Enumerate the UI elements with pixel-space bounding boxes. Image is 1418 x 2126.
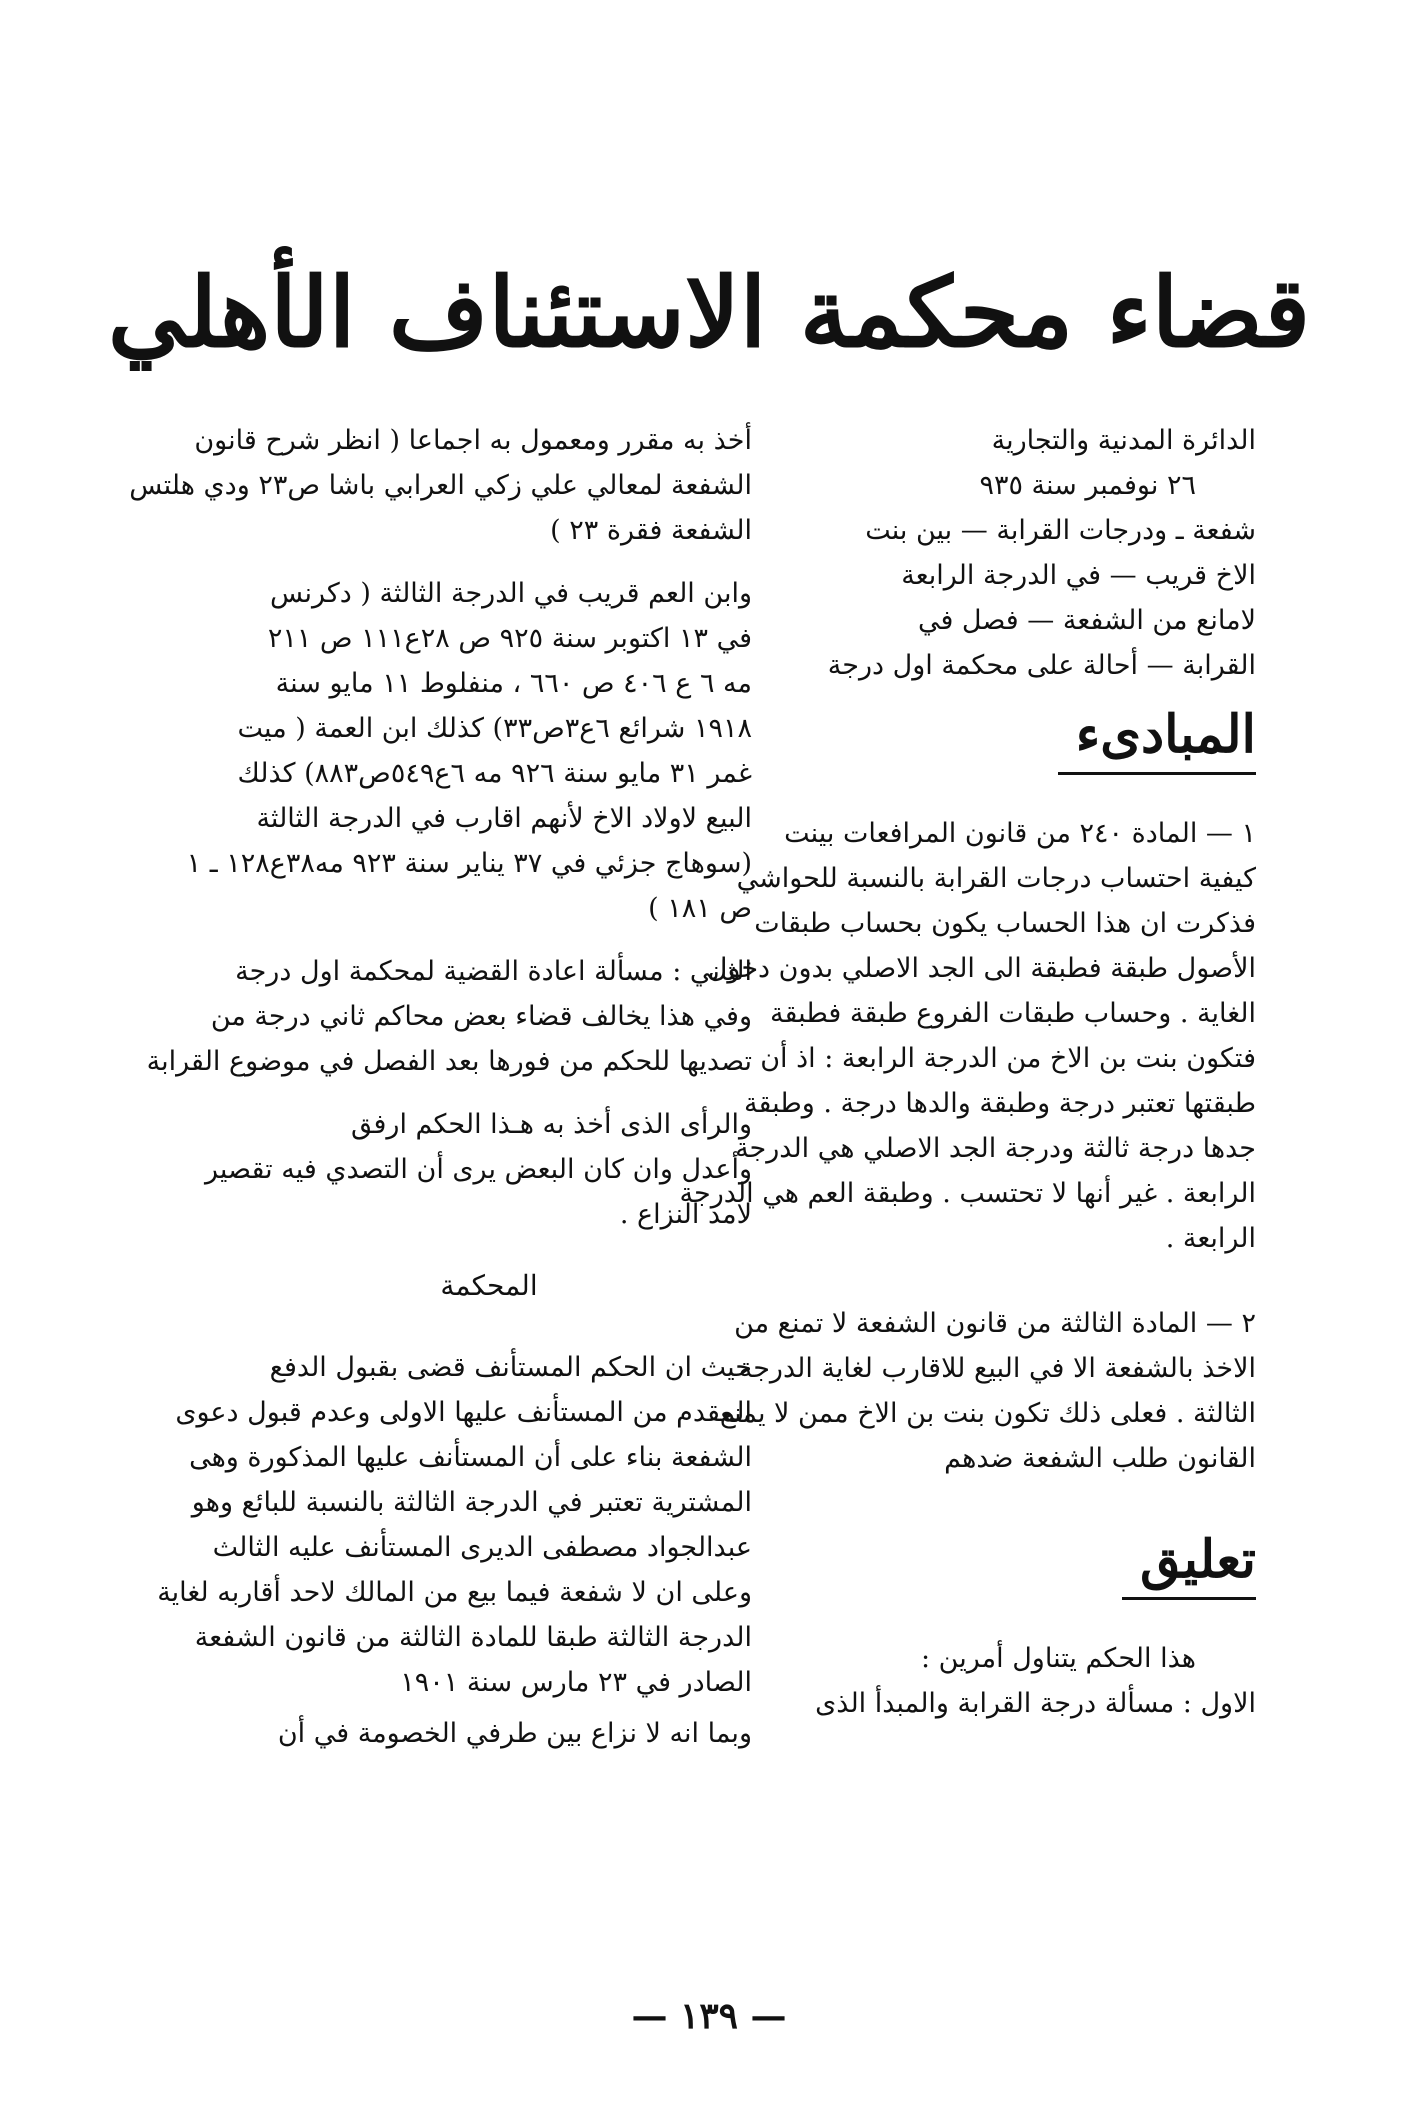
text-line: وابن العم قريب في الدرجة الثالثة ( دكرنس (270, 578, 752, 609)
paragraph-2 (186, 571, 752, 931)
text-line: الغاية . وحساب طبقات الفروع طبقة فطبقة (770, 998, 1256, 1029)
case-header (780, 418, 1256, 688)
text-line: في ١٣ اكتوبر سنة ٩٢٥ ص ٢٨ع١١١ ص ٢١١ (267, 623, 752, 654)
text-line: الشفعة لمعالي علي زكي العرابي باشا ص٢٣ ودي هلتس (129, 470, 752, 501)
principles-heading: المبادىء (1058, 704, 1256, 775)
header-line: شفعة ـ ودرجات القرابة — بين بنت (865, 515, 1256, 546)
paragraph-4 (205, 1102, 752, 1237)
text-line: الدرجة الثالثة طبقا للمادة الثالثة من قانون الشفعة (194, 1622, 752, 1653)
paragraph-5 (157, 1345, 752, 1705)
header-line: لامانع من الشفعة — فصل في (917, 605, 1256, 636)
text-line: لامد النزاع . (619, 1199, 752, 1230)
commentary-heading: تعليق (1122, 1529, 1256, 1600)
text-line: الاول : مسألة درجة القرابة والمبدأ الذى (815, 1688, 1256, 1719)
commentary (780, 1636, 1256, 1726)
text-line: طبقتها تعتبر درجة وطبقة والدها درجة . وطبقة (744, 1088, 1256, 1119)
text-line: الشفعة بناء على أن المستأنف عليها المذكورة وهى (189, 1442, 752, 1473)
text-line: فذكرت ان هذا الحساب يكون بحساب طبقات (754, 908, 1256, 939)
text-line: حيث ان الحكم المستأنف قضى بقبول الدفع (269, 1352, 752, 1383)
text-line: الصادر في ٢٣ مارس سنة ١٩٠١ (400, 1667, 752, 1698)
text-line: غمر ٣١ مايو سنة ٩٢٦ مه ٦ع٥٤٩ص٨٨٣) كذلك (237, 758, 752, 789)
text-line: كيفية احتساب درجات القرابة بالنسبة للحواشي (736, 863, 1256, 894)
text-line: وعلى ان لا شفعة فيما بيع من المالك لاحد أقاربه لغاية (157, 1577, 752, 1608)
header-line: الدائرة المدنية والتجارية (991, 425, 1256, 456)
text-line: وأعدل وان كان البعض يرى أن التصدي فيه تقصير (205, 1154, 752, 1185)
text-line: أخذ به مقرر ومعمول به اجماعا ( انظر شرح قانون (194, 425, 752, 456)
header-line: ٢٦ نوفمبر سنة ٩٣٥ (979, 470, 1196, 501)
paragraph-1 (129, 418, 752, 553)
paragraph-6 (226, 1711, 752, 1756)
page-number: — ١٣٩ — (631, 1995, 787, 2037)
text-line: جدها درجة ثالثة ودرجة الجد الاصلي هي الدرجة (735, 1133, 1256, 1164)
court-heading: المحكمة (440, 1269, 538, 1302)
text-line: القانون طلب الشفعة ضدهم (944, 1443, 1256, 1474)
text-line: ص ١٨١ ) (648, 893, 752, 924)
text-line: الاخذ بالشفعة الا في البيع للاقارب لغاية الدرجة (738, 1353, 1256, 1384)
text-line: مه ٦ ع ٤٠٦ ص ٦٦٠ ، منفلوط ١١ مايو سنة (275, 668, 752, 699)
text-line: المقدم من المستأنف عليها الاولى وعدم قبول دعوى (175, 1397, 752, 1428)
masthead-title: قضاء محكمة الاستئناف الأهلي (107, 256, 1311, 369)
header-line: القرابة — أحالة على محكمة اول درجة (827, 650, 1256, 681)
text-line: الثالثة . فعلى ذلك تكون بنت بن الاخ ممن لا يمنع (719, 1398, 1256, 1429)
header-line: الاخ قريب — في الدرجة الرابعة (901, 560, 1256, 591)
left-column (129, 418, 752, 1756)
text-line: الرابعة . غير أنها لا تحتسب . وطبقة العم هي الدرجة (679, 1178, 1256, 1209)
text-line: الثاني : مسألة اعادة القضية لمحكمة اول درجة (235, 956, 752, 987)
text-line: وبما انه لا نزاع بين طرفي الخصومة في أن (277, 1718, 752, 1749)
text-line: الشفعة فقرة ٢٣ ) (550, 515, 752, 546)
text-line: وفي هذا يخالف قضاء بعض محاكم ثاني درجة من (210, 1001, 752, 1032)
text-line: البيع لاولاد الاخ لأنهم اقارب في الدرجة الثالثة (256, 803, 752, 834)
text-line: عبدالجواد مصطفى الديرى المستأنف عليه الثالث (212, 1532, 752, 1563)
text-line: الرابعة . (1165, 1223, 1256, 1254)
text-line: (سوهاج جزئي في ٣٧ يناير سنة ٩٢٣ مه٣٨ع١٢٨ ـ ١ (186, 848, 752, 879)
text-line: ١ — المادة ٢٤٠ من قانون المرافعات بينت (784, 818, 1256, 849)
text-line: المشترية تعتبر في الدرجة الثالثة بالنسبة للبائع وهو (191, 1487, 752, 1518)
text-line: ٢ — المادة الثالثة من قانون الشفعة لا تمنع من (734, 1308, 1256, 1339)
text-line: والرأى الذى أخذ به هـذا الحكم ارفق (350, 1109, 752, 1140)
principle-2 (719, 1301, 1256, 1481)
paragraph-3 (146, 949, 752, 1084)
text-line: فتكون بنت بن الاخ من الدرجة الرابعة : اذ أن (760, 1043, 1256, 1074)
text-line: الأصول طبقة فطبقة الى الجد الاصلي بدون دخول (707, 953, 1256, 984)
text-line: هذا الحكم يتناول أمرين : (921, 1643, 1196, 1674)
text-line: ١٩١٨ شرائع ٦ع٣ص٣٣) كذلك ابن العمة ( ميت (237, 713, 752, 744)
text-line: تصديها للحكم من فورها بعد الفصل في موضوع القرابة (146, 1046, 752, 1077)
